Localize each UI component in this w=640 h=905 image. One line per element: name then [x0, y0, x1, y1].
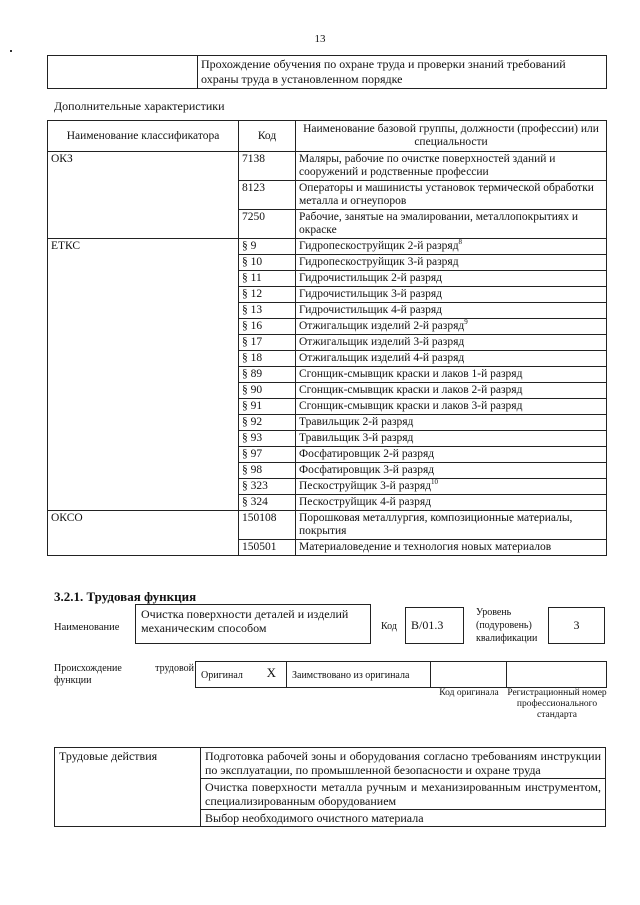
function-title: 3.2.1. Трудовая функция: [54, 589, 197, 604]
code-cell: § 92: [239, 415, 296, 431]
labor-action-item: Выбор необходимого очистного материала: [201, 810, 606, 827]
name-cell: [296, 399, 607, 415]
name-text: Отжигальщик изделий 3-й разряд: [299, 336, 465, 348]
code-cell: § 13: [239, 303, 296, 319]
name-text: Рабочие, занятые на эмалировании, металлопокрытиях и окраске: [299, 211, 578, 236]
top-row-text: Прохождение обучения по охране труда и проверки знаний требований охраны труда в установленном порядке: [198, 56, 607, 89]
code-cell: § 9: [239, 239, 296, 255]
header-code: Код: [239, 121, 296, 152]
extra-characteristics-table: [47, 120, 607, 556]
scan-mark: [10, 50, 12, 52]
code-cell: § 11: [239, 271, 296, 287]
name-text: Сгонщик-смывщик краски и лаков 1-й разряд: [299, 368, 523, 380]
original-cell: [195, 661, 287, 688]
code-cell: § 12: [239, 287, 296, 303]
code-cell: § 324: [239, 495, 296, 511]
name-text: Отжигальщик изделий 4-й разряд: [299, 352, 465, 364]
name-text: Гидрочистильщик 3-й разряд: [299, 288, 442, 300]
code-cell: § 10: [239, 255, 296, 271]
section-title: Дополнительные характеристики: [54, 99, 225, 113]
code-cell: § 89: [239, 367, 296, 383]
extra-table-body: [48, 152, 607, 556]
labor-actions-body: [55, 748, 606, 827]
level-label: Уровень (подуровень) квалификации: [476, 607, 538, 644]
name-cell: [296, 287, 607, 303]
code-cell: § 17: [239, 335, 296, 351]
name-text: Операторы и машинисты установок термической обработки металла и огнеупоров: [299, 182, 594, 207]
name-cell: [296, 383, 607, 399]
reg-number-label: Регистрационный номер профессионального стандарта: [507, 688, 607, 720]
classifier-etks: ЕТКС: [48, 239, 239, 511]
code-original-label: Код оригинала: [439, 688, 499, 698]
name-cell: [296, 181, 607, 210]
code-cell: § 91: [239, 399, 296, 415]
original-mark: X: [266, 665, 276, 680]
code-cell: § 18: [239, 351, 296, 367]
code-label: Код: [381, 621, 397, 632]
name-text: Порошковая металлургия, композиционные материалы, покрытия: [299, 512, 573, 537]
name-cell: [296, 415, 607, 431]
name-cell: [296, 540, 607, 556]
code-cell: § 90: [239, 383, 296, 399]
name-cell: [296, 239, 607, 255]
name-text: Маляры, рабочие по очистке поверхностей зданий и сооружений и родственные профессии: [299, 153, 556, 178]
table-row: [48, 152, 607, 181]
name-cell: [296, 319, 607, 335]
function-code-field: B/01.3: [405, 607, 464, 644]
code-cell: 7250: [239, 210, 296, 239]
origin-label: Происхождение трудовой функции: [54, 663, 194, 686]
name-text: Гидропескоструйщик 3-й разряд: [299, 256, 459, 268]
code-cell: 150108: [239, 511, 296, 540]
name-cell: [296, 303, 607, 319]
name-text: Гидрочистильщик 2-й разряд: [299, 272, 442, 284]
table-row: [55, 748, 606, 779]
top-empty-cell: [48, 56, 198, 89]
name-text: Травильщик 2-й разряд: [299, 416, 414, 428]
name-cell: [296, 511, 607, 540]
original-label: Оригинал: [201, 670, 243, 681]
header-classifier: Наименование классификатора: [48, 121, 239, 152]
code-cell: § 323: [239, 479, 296, 495]
labor-action-item: Очистка поверхности металла ручным и механизированным инструментом, специализированным оборудованием: [201, 779, 606, 810]
name-text: Материаловедение и технология новых материалов: [299, 541, 552, 553]
classifier-okz: ОКЗ: [48, 152, 239, 239]
name-cell: [296, 447, 607, 463]
name-text: Сгонщик-смывщик краски и лаков 2-й разряд: [299, 384, 523, 396]
name-cell: [296, 367, 607, 383]
name-text: Пескоструйщик 3-й разряд: [299, 480, 431, 492]
name-label: Наименование: [54, 622, 120, 633]
classifier-okso: ОКСО: [48, 511, 239, 556]
name-text: Фосфатировщик 3-й разряд: [299, 464, 435, 476]
function-name-field: Очистка поверхности деталей и изделий механическим способом: [135, 604, 371, 644]
name-cell: [296, 152, 607, 181]
code-original-cell: [430, 661, 507, 688]
name-cell: [296, 479, 607, 495]
code-cell: § 16: [239, 319, 296, 335]
borrowed-cell: Заимствовано из оригинала: [286, 661, 431, 688]
header-name: Наименование базовой группы, должности (профессии) или специальности: [296, 121, 607, 152]
footnote-marker: 10: [430, 478, 438, 487]
code-cell: 8123: [239, 181, 296, 210]
name-text: Гидрочистильщик 4-й разряд: [299, 304, 442, 316]
name-text: Пескоструйщик 4-й разряд: [299, 496, 431, 508]
level-field: 3: [548, 607, 605, 644]
name-cell: [296, 351, 607, 367]
table-row: [48, 511, 607, 540]
code-cell: § 93: [239, 431, 296, 447]
name-cell: [296, 271, 607, 287]
name-cell: [296, 463, 607, 479]
footnote-marker: 9: [464, 318, 468, 327]
labor-action-item: Подготовка рабочей зоны и оборудования согласно требованиям инструкции по эксплуатации, по промышленной безопасности и охране труда: [201, 748, 606, 779]
name-cell: [296, 255, 607, 271]
code-cell: § 98: [239, 463, 296, 479]
name-cell: [296, 335, 607, 351]
labor-actions-table: [54, 747, 606, 827]
name-text: Сгонщик-смывщик краски и лаков 3-й разряд: [299, 400, 523, 412]
footnote-marker: 8: [458, 238, 463, 247]
name-text: Отжигальщик изделий 2-й разряд: [299, 320, 465, 332]
name-text: Фосфатировщик 2-й разряд: [299, 448, 435, 460]
name-cell: [296, 431, 607, 447]
name-cell: [296, 210, 607, 239]
name-cell: [296, 495, 607, 511]
code-cell: 7138: [239, 152, 296, 181]
code-cell: 150501: [239, 540, 296, 556]
top-continuation-table: [47, 55, 607, 89]
table-row: [48, 239, 607, 255]
code-cell: § 97: [239, 447, 296, 463]
reg-number-cell: [506, 661, 607, 688]
labor-actions-label: Трудовые действия: [55, 748, 201, 827]
name-text: Гидропескоструйщик 2-й разряд: [299, 240, 459, 252]
name-text: Травильщик 3-й разряд: [299, 432, 414, 444]
page-number: 13: [314, 33, 326, 45]
